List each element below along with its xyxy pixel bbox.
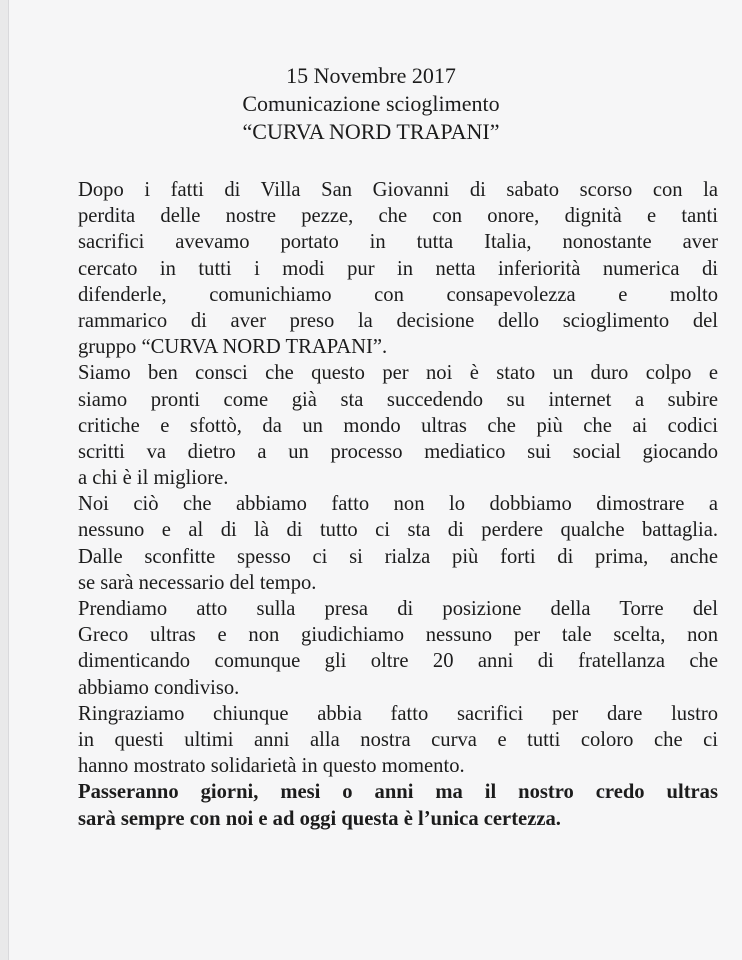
body-line: cercato in tutti i modi pur in netta inferiorità numerica di [78,257,718,280]
body-line: critiche e sfottò, da un mondo ultras che più che ai codici [78,414,718,437]
closing-line: Passeranno giorni, mesi o anni ma il nostro credo ultras [78,781,718,804]
body-line: rammarico di aver preso la decisione dello scioglimento del [78,309,718,332]
document-body [78,177,718,832]
body-line: nessuno e al di là di tutto ci sta di perdere qualche battaglia. [78,519,718,542]
body-line: difenderle, comunichiamo con consapevolezza e molto [78,283,718,306]
body-line: Dalle sconfitte spesso ci si rialza più forti di prima, anche [78,545,718,568]
body-line: Noi ciò che abbiamo fatto non lo dobbiamo dimostrare a [78,493,718,516]
document-date: 15 Novembre 2017 [286,63,456,88]
body-line: Siamo ben consci che questo per noi è stato un duro colpo e [78,362,718,385]
body-line: siamo pronti come già sta succedendo su internet a subire [78,388,718,411]
closing-line: sarà sempre con noi e ad oggi questa è l’unica certezza. [78,807,561,830]
body-line: perdita delle nostre pezze, che con onore, dignità e tanti [78,205,718,228]
body-line: Ringraziamo chiunque abbia fatto sacrifici per dare lustro [78,702,718,725]
body-line: gruppo “CURVA NORD TRAPANI”. [78,336,388,359]
document-subject: Comunicazione scioglimento [242,91,500,116]
body-line: Dopo i fatti di Villa San Giovanni di sabato scorso con la [78,179,718,201]
body-line: Prendiamo atto sulla presa di posizione della Torre del [78,598,718,620]
group-name: “CURVA NORD TRAPANI” [242,119,500,144]
document-header [0,62,742,146]
body-line: abbiamo condiviso. [78,676,240,699]
body-line: a chi è il migliore. [78,467,229,490]
body-line: sacrifici avevamo portato in tutta Italia, nonostante aver [78,231,718,254]
body-line: Greco ultras e non giudichiamo nessuno per tale scelta, non [78,624,718,647]
body-line: dimenticando comunque gli oltre 20 anni di fratellanza che [78,650,718,673]
body-line: se sarà necessario del tempo. [78,571,317,594]
body-line: hanno mostrato solidarietà in questo momento. [78,755,465,778]
body-line: scritti va dietro a un processo mediatico sui social giocando [78,440,718,463]
body-line: in questi ultimi anni alla nostra curva e tutti coloro che ci [78,728,718,751]
